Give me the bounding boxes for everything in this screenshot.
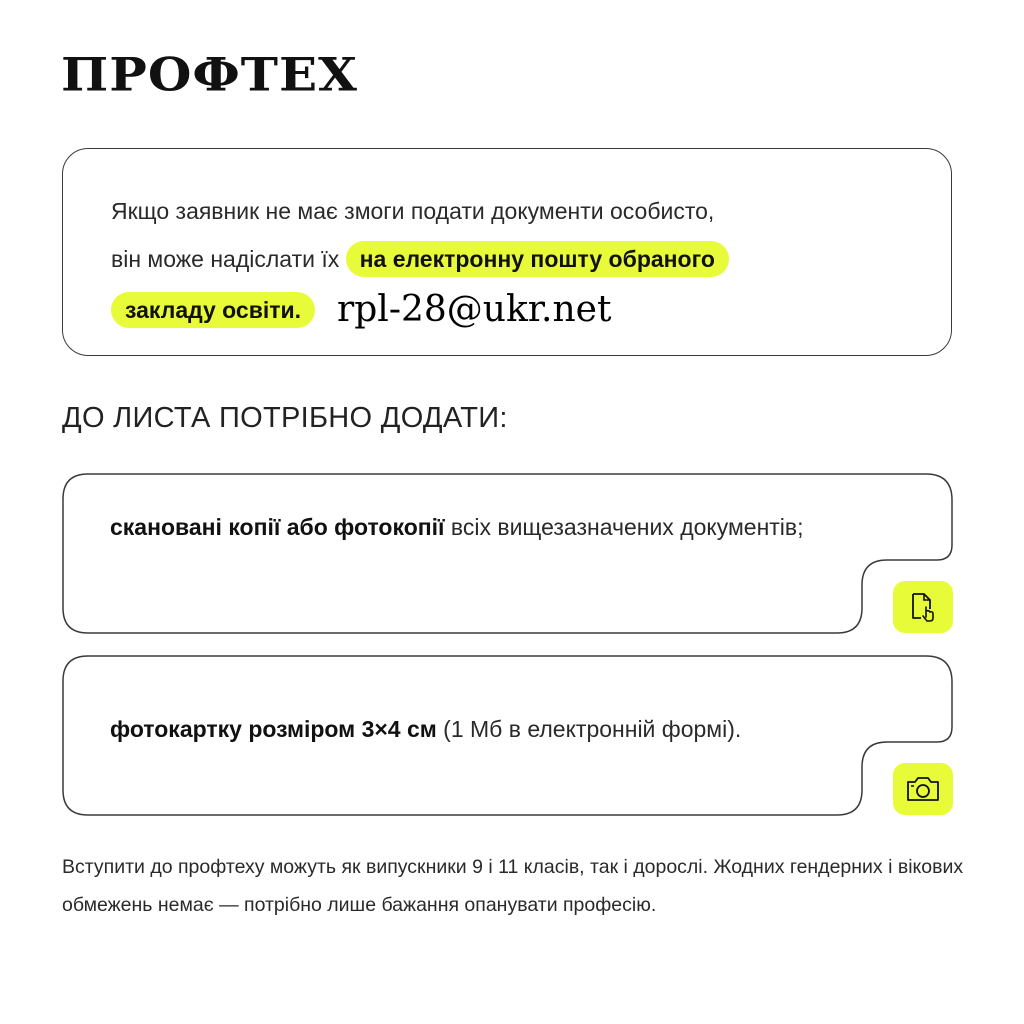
attachment-rest: (1 Мб в електронній формі). — [436, 716, 742, 742]
intro-card — [62, 148, 952, 356]
email-address: rpl-28@ukr.net — [337, 289, 612, 330]
intro-line1: Якщо заявник не має змоги подати документи особисто, — [111, 198, 715, 224]
highlight-email-phrase: на електронну пошту обраного — [346, 241, 729, 277]
section-heading: ДО ЛИСТА ПОТРІБНО ДОДАТИ: — [62, 402, 508, 434]
card-outline — [62, 473, 954, 635]
attachment-item-photo — [62, 655, 954, 817]
attachment-bold: фотокартку розміром 3×4 см — [110, 716, 437, 742]
document-tap-icon — [893, 581, 953, 633]
attachment-item-scans — [62, 473, 954, 635]
attachment-rest: всіх вищезазначених документів; — [444, 514, 804, 540]
attachment-text — [110, 505, 834, 549]
highlight-institution: закладу освіти. — [111, 292, 315, 328]
camera-icon — [893, 763, 953, 815]
intro-line2-prefix: він може надіслати їх — [111, 246, 340, 272]
logo: ПРОФТЕХ — [61, 47, 358, 102]
attachment-text — [110, 707, 834, 751]
intro-text — [111, 187, 911, 334]
attachment-bold: скановані копії або фотокопії — [110, 514, 445, 540]
footer-note: Вступити до профтеху можуть як випускники 9 і 11 класів, так і дорослі. Жодних гендерних і вікових обмежень немає — потрібно лише бажання опанувати професію. — [62, 856, 964, 916]
